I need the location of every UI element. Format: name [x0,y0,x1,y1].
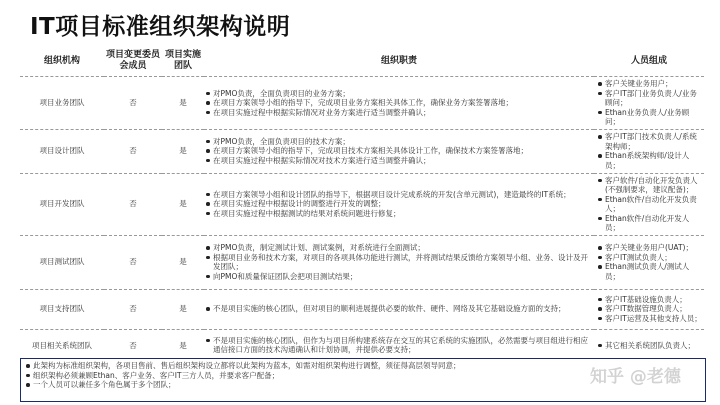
committee-cell: 否 [104,77,162,130]
table-row [20,173,704,235]
duty-item: 在项目实施过程中根据测试的结果对系统问题进行修复； [206,209,588,219]
org-structure-table [20,46,704,361]
table-row [20,129,704,173]
table-row [20,235,704,289]
person-item: 客户IT测试负责人； [598,253,704,263]
team-cell: 是 [162,77,204,130]
duties-list [206,137,588,166]
org-name-cell: 项目相关系统团队 [20,329,104,361]
duty-item: 向PMO和质量保证团队会把项目测试结果； [206,272,588,282]
people-cell [594,129,704,173]
person-item: 客户关键业务用户； [598,79,704,89]
committee-cell: 否 [104,235,162,289]
person-item: Ethan系统架构师/设计人员； [598,151,704,170]
person-item: 客户软件/自动化开发负责人(不强制要求，建议配备)； [598,176,704,195]
person-item: Ethan软件/自动化开发负责人； [598,195,704,214]
header-duties: 组织职责 [204,46,594,77]
duty-item: 对PMO负责，全面负责项目的业务方案； [206,89,588,99]
team-cell: 是 [162,173,204,235]
duties-list [206,190,588,219]
people-list [598,295,704,324]
person-item: Ethan测试负责人/测试人员； [598,262,704,281]
org-name-cell: 项目支持团队 [20,289,104,329]
duties-cell [204,329,594,361]
people-cell [594,173,704,235]
people-list [598,79,704,127]
duty-item: 不是项目实施的核心团队，但对项目的顺利进展提供必要的软件、硬件、网络及其它基础设施方面的支持； [206,304,588,314]
person-item: Ethan软件/自动化开发人员； [598,214,704,233]
note-item: 此架构为标准组织架构，各项目售前、售后组织架构设立都将以此架构为蓝本，如需对组织架构进行调整，须征得高层领导同意； [26,361,700,371]
duties-cell [204,129,594,173]
duty-item: 在项目实施过程中根据实际情况对业务方案进行适当调整并确认； [206,108,588,118]
duties-list [206,89,588,118]
person-item: 客户IT部门技术负责人/系统架构师； [598,132,704,151]
people-list [598,132,704,170]
duties-list [206,243,588,281]
duty-item: 不是项目实施的核心团队，但作为与项目所构建系统存在交互的其它系统的实施团队，必然需要与项目组进行相应通信接口方面的技术沟通确认和计划协调，并提供必要支持； [206,336,588,355]
people-cell [594,289,704,329]
org-name-cell: 项目测试团队 [20,235,104,289]
duty-item: 对PMO负责，制定测试计划、测试案例，对系统进行全面测试； [206,243,588,253]
duty-item: 在项目实施过程中根据设计的调整进行开发的调整； [206,199,588,209]
table-row [20,329,704,361]
team-cell: 是 [162,129,204,173]
people-cell [594,235,704,289]
people-list [598,243,704,281]
person-item: 客户关键业务用户(UAT)； [598,243,704,253]
duties-cell [204,235,594,289]
org-name-cell: 项目开发团队 [20,173,104,235]
header-org: 组织机构 [20,46,104,77]
person-item: 客户IT数据管理负责人； [598,304,704,314]
person-item: 客户IT部门业务负责人/业务顾问； [598,89,704,108]
table-row [20,289,704,329]
table-header-row [20,46,704,77]
person-item: Ethan业务负责人/业务顾问； [598,108,704,127]
duties-list [206,304,588,314]
duty-item: 对PMO负责，全面负责项目的技术方案； [206,137,588,147]
duty-item: 根据项目业务和技术方案，对项目的各项具体功能进行测试，并将测试结果反馈给方案领导小组、业务、设计及开发团队； [206,253,588,272]
header-team: 项目实施团队 [162,46,204,77]
team-cell: 是 [162,289,204,329]
duty-item: 在项目方案领导小组的指导下，完成项目业务方案相关具体工作，确保业务方案签署落地； [206,98,588,108]
people-cell [594,329,704,361]
committee-cell: 否 [104,289,162,329]
duties-list [206,336,588,355]
committee-cell: 否 [104,329,162,361]
people-cell [594,77,704,130]
team-cell: 是 [162,235,204,289]
table-row [20,77,704,130]
people-list [598,176,704,233]
header-committee: 项目变更委员会成员 [104,46,162,77]
people-list [598,341,704,351]
committee-cell: 否 [104,129,162,173]
team-cell: 是 [162,329,204,361]
org-name-cell: 项目业务团队 [20,77,104,130]
committee-cell: 否 [104,173,162,235]
duties-cell [204,173,594,235]
duties-cell [204,289,594,329]
duties-cell [204,77,594,130]
org-name-cell: 项目设计团队 [20,129,104,173]
note-item: 组织架构必须兼顾Ethan、客户业务、客户IT三方人员，并要求客户配备； [26,371,700,381]
person-item: 客户IT运营及其他支持人员； [598,314,704,324]
duty-item: 在项目方案领导小组和设计团队的指导下，根据项目设计完成系统的开发(含单元测试)，建造最终的IT系统； [206,190,588,200]
watermark: 知乎 @老德 [590,367,681,387]
page-title: IT项目标准组织架构说明 [30,14,291,40]
header-people: 人员组成 [594,46,704,77]
note-item: 一个人员可以兼任多个角色属于多个团队； [26,380,700,390]
duty-item: 在项目方案领导小组的指导下，完成项目技术方案相关具体设计工作，确保技术方案签署落地； [206,146,588,156]
duty-item: 在项目实施过程中根据实际情况对技术方案进行适当调整并确认； [206,156,588,166]
person-item: 客户IT基础设施负责人； [598,295,704,305]
person-item: 其它相关系统团队负责人； [598,341,704,351]
